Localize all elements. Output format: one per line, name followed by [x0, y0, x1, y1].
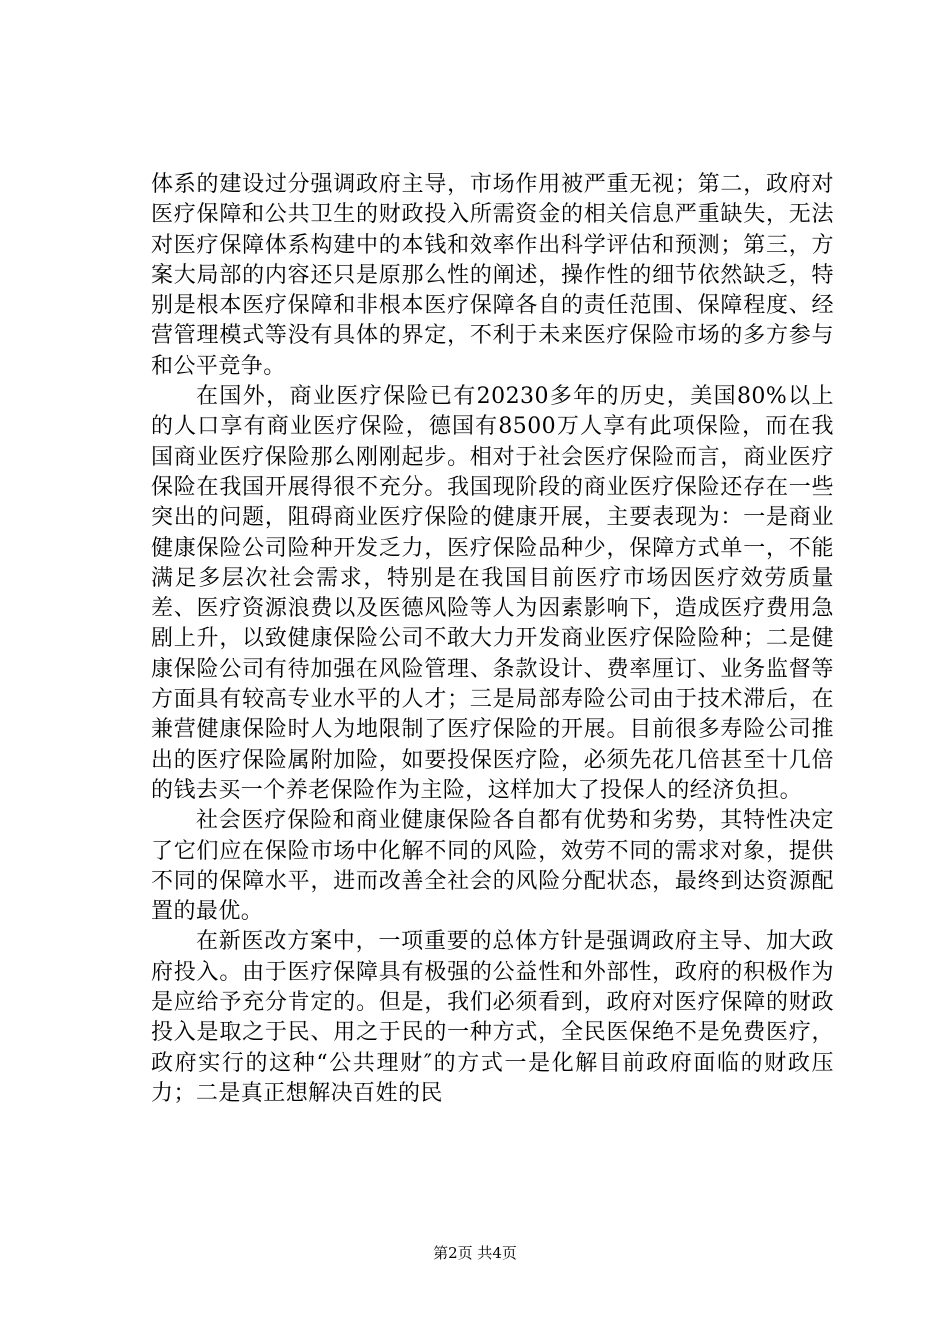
page-footer: 第2页 共4页: [433, 1244, 517, 1262]
paragraph: 体系的建设过分强调政府主导，市场作用被严重无视；第二，政府对医疗保障和公共卫生的财政投入所需资金的相关信息严重缺失，无法对医疗保障体系构建中的本钱和效率作出科学评估和预测；第三，方案大局部的内容还只是原那么性的阐述，操作性的细节依然缺乏，特别是根本医疗保障和非根本医疗保障各自的责任范围、保障程度、经营管理模式等没有具体的界定，不利于未来医疗保险市场的多方参与和公平竞争。: [151, 172, 834, 379]
document-body: [151, 170, 834, 1109]
paragraph: 社会医疗保险和商业健康保险各自都有优势和劣势，其特性决定了它们应在保险市场中化解不同的风险，效劳不同的需求对象，提供不同的保障水平，进而改善全社会的风险分配状态，最终到达资源配置的最优。: [151, 808, 834, 925]
paragraph: 在国外，商业医疗保险已有20230多年的历史，美国80%以上的人口享有商业医疗保险，德国有8500万人享有此项保险，而在我国商业医疗保险那么刚刚起步。相对于社会医疗保险而言，商业医疗保险在我国开展得很不充分。我国现阶段的商业医疗保险还存在一些突出的问题，阻碍商业医疗保险的健康开展，主要表现为：一是商业健康保险公司险种开发乏力，医疗保险品种少，保障方式单一，不能满足多层次社会需求，特别是在我国目前医疗市场因医疗效劳质量差、医疗资源浪费以及医德风险等人为因素影响下，造成医疗费用急剧上升，以致健康保险公司不敢大力开发商业医疗保险险种；二是健康保险公司有待加强在风险管理、条款设计、费率厘订、业务监督等方面具有较高专业水平的人才；三是局部寿险公司由于技术滞后，在兼营健康保险时人为地限制了医疗保险的开展。目前很多寿险公司推出的医疗保险属附加险，如要投保医疗险，必须先花几倍甚至十几倍的钱去买一个养老保险作为主险，这样加大了投保人的经济负担。: [151, 384, 834, 803]
paragraph: 在新医改方案中，一项重要的总体方针是强调政府主导、加大政府投入。由于医疗保障具有极强的公益性和外部性，政府的积极作为是应给予充分肯定的。但是，我们必须看到，政府对医疗保障的财政投入是取之于民、用之于民的一种方式，全民医保绝不是免费医疗，政府实行的这种“公共理财″的方式一是化解目前政府面临的财政压力；二是真正想解决百姓的民: [151, 929, 834, 1106]
